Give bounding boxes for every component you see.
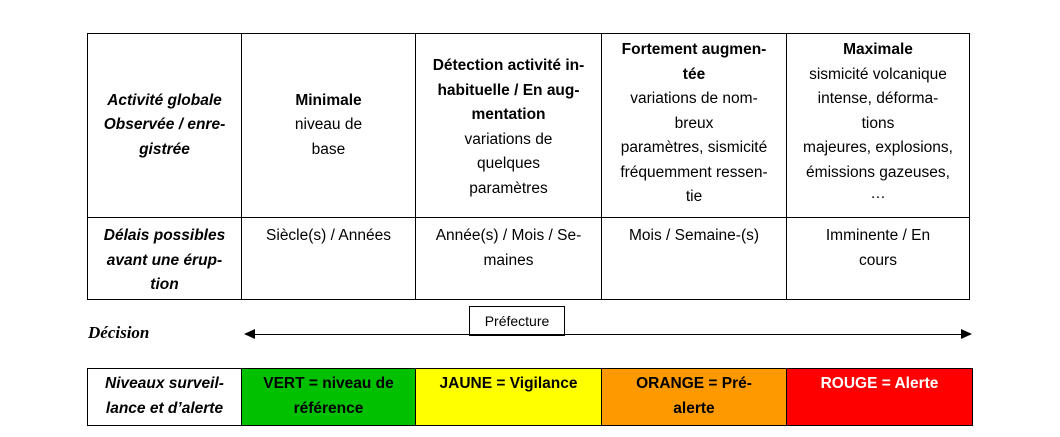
cell-delais-minimale bbox=[242, 218, 415, 299]
cell-title: Maximale bbox=[843, 41, 913, 58]
cell-detection bbox=[416, 34, 601, 217]
cell-desc: sismicité volcanique bbox=[809, 65, 947, 83]
cell-title: Fortement augmen- bbox=[621, 41, 767, 58]
row-header-delais bbox=[88, 218, 241, 299]
cell-desc: paramètres, sismicité bbox=[620, 139, 768, 156]
table-border-bottom bbox=[87, 299, 970, 300]
row-header-line: tion bbox=[150, 276, 179, 293]
level-vert-label bbox=[242, 369, 415, 425]
cell-desc: Année(s) / Mois / Se- bbox=[435, 227, 582, 244]
cell-desc: base bbox=[311, 140, 346, 158]
cell-title: mentation bbox=[471, 106, 546, 123]
cell-desc: … bbox=[870, 185, 886, 202]
table-border-right bbox=[969, 33, 970, 300]
cell-desc: fréquemment ressen- bbox=[620, 163, 768, 181]
cell-desc: émissions gazeuses, bbox=[806, 163, 950, 181]
cell-desc: quelques bbox=[477, 155, 540, 172]
arrow-shaft bbox=[250, 334, 964, 335]
row-header-line: Délais possibles bbox=[103, 227, 226, 244]
cell-desc: tie bbox=[685, 188, 703, 205]
cell-desc: intense, déforma- bbox=[817, 90, 939, 107]
cell-title: tée bbox=[682, 65, 706, 83]
cell-desc: variations de bbox=[464, 130, 553, 148]
cell-title: habituelle / En aug- bbox=[437, 81, 580, 99]
cell-delais-fortement bbox=[602, 218, 786, 299]
row-header-line: Activité globale bbox=[107, 91, 222, 109]
cell-maximale bbox=[787, 34, 969, 217]
level-label-line: JAUNE = Vigilance bbox=[439, 375, 578, 392]
level-rouge-label bbox=[787, 369, 972, 425]
cell-desc: variations de nom- bbox=[630, 90, 758, 107]
cell-desc: cours bbox=[859, 251, 897, 269]
levels-header-line: Niveaux surveil- bbox=[105, 375, 224, 392]
level-label-line: ORANGE = Pré- bbox=[636, 375, 752, 392]
cell-minimale bbox=[242, 34, 415, 217]
prefecture-box: Préfecture bbox=[469, 306, 565, 336]
levels-header-line: lance et d’alerte bbox=[105, 399, 224, 417]
cell-title: Minimale bbox=[295, 91, 362, 109]
cell-desc: Mois / Semaine-(s) bbox=[628, 227, 760, 244]
row-header-line: Observée / enre- bbox=[103, 116, 226, 134]
cell-delais-maximale bbox=[787, 218, 969, 299]
level-orange-label bbox=[602, 369, 786, 425]
level-label-line: alerte bbox=[673, 399, 715, 417]
level-label-line: ROUGE = Alerte bbox=[820, 375, 939, 392]
cell-delais-detection bbox=[416, 218, 601, 299]
cell-desc: Imminente / En bbox=[825, 227, 931, 244]
row-header-line: gistrée bbox=[139, 140, 190, 158]
cell-desc: tions bbox=[861, 114, 895, 132]
cell-title: Détection activité in- bbox=[432, 57, 585, 74]
cell-desc: niveau de bbox=[294, 116, 363, 134]
row-header-line: avant une érup- bbox=[106, 251, 223, 269]
cell-desc: breux bbox=[674, 114, 714, 132]
level-label-line: VERT = niveau de bbox=[263, 375, 394, 392]
cell-fortement bbox=[602, 34, 786, 217]
row-header-activite bbox=[88, 34, 241, 217]
arrow-right-icon bbox=[961, 329, 972, 339]
levels-header-text bbox=[88, 369, 241, 425]
cell-desc: majeures, explosions, bbox=[803, 139, 953, 156]
level-jaune-label bbox=[416, 369, 601, 425]
cell-desc: Siècle(s) / Années bbox=[266, 227, 391, 244]
cell-desc: maines bbox=[483, 251, 534, 269]
level-label-line: référence bbox=[293, 399, 364, 417]
cell-desc: paramètres bbox=[469, 179, 548, 197]
decision-label: Décision bbox=[88, 323, 150, 342]
